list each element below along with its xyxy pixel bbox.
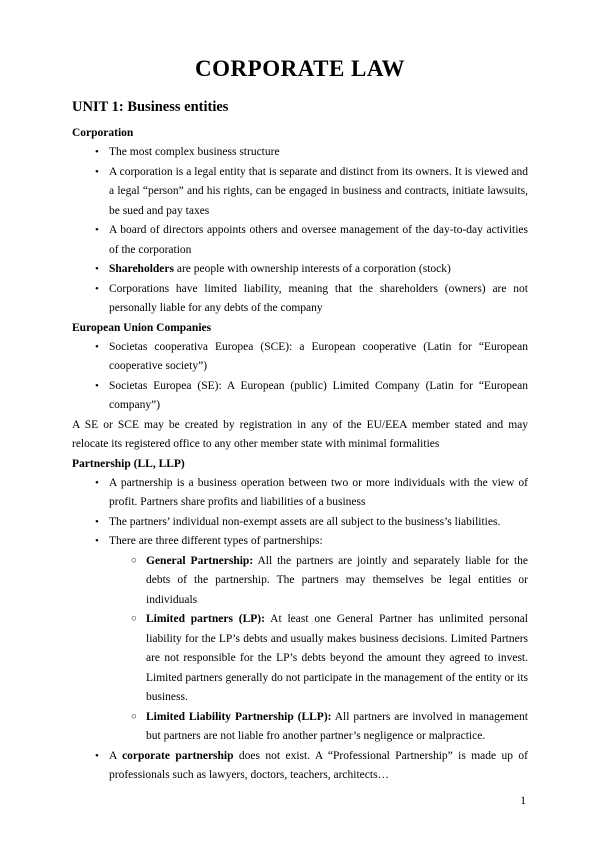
bold-run: General Partnership: [146,554,254,567]
text-run: does not exist. A “Professional Partnership” is made up of professionals such as lawyers, doctors, teachers, architects… [109,749,528,781]
sub-bullet-icon: ○ [131,614,137,624]
list-item [72,221,528,260]
list-item-text [146,552,528,611]
list-item-text [109,260,528,280]
list-item [72,143,528,163]
bullet-icon: • [95,340,99,353]
bullet-icon: • [95,146,99,158]
sub-list-item [72,610,528,708]
list-item [72,747,528,786]
section-heading-eu-companies: European Union Companies [72,321,212,334]
paragraph-se-sce: A SE or SCE may be created by registration in any of the EU/EEA member stated and may relocate its registered office to any other member state with minimal formalities [72,418,528,450]
bullet-icon: • [95,515,99,528]
list-item-text [146,708,528,747]
document-title: CORPORATE LAW [195,56,405,81]
unit-heading: UNIT 1: Business entities [72,99,229,115]
list-item-text [146,610,528,708]
list-item [72,260,528,280]
section-heading-partnership: Partnership (LL, LLP) [72,457,185,470]
text-run: A [109,749,123,762]
list-item-text: A corporation is a legal entity that is separate and distinct from its owners. It is viewed and a legal “person” and his rights, can be engaged in business and contracts, initiate lawsuits, be sued and pay taxes [109,165,528,217]
sub-bullet-icon: ○ [131,555,137,566]
bullet-icon: • [95,224,99,236]
bullet-icon: • [95,535,99,547]
list-item [72,280,528,319]
text-run: are people with ownership interests of a corporation (stock) [173,263,451,275]
list-item-text: Corporations have limited liability, meaning that the shareholders (owners) are not personally liable for any debts of the company [109,282,528,314]
text-run: All partners are involved in management but partners are not liable fro another partner’s negligence or malpractice. [146,710,528,742]
page-number: 1 [520,795,526,807]
list-item [72,377,528,416]
sub-list-item [72,552,528,611]
bold-run: Limited partners (LP): [146,613,265,625]
list-item [72,338,528,377]
list-item [72,532,528,552]
bullet-icon: • [95,749,99,762]
bullet-icon: • [95,476,99,489]
list-item-text: Societas Europea (SE): A European (public) Limited Company (Latin for “European company”) [109,379,528,411]
bullet-icon: • [95,165,99,178]
text-run: All the partners are jointly and separately liable for the debts of the partnership. The partners may themselves be legal entities or individuals [146,554,529,606]
sub-bullet-icon: ○ [131,711,137,722]
list-item-text: The partners’ individual non-exempt assets are all subject to the business’s liabilities. [109,515,501,528]
section-heading-corporation: Corporation [72,127,134,139]
list-item-text [109,747,528,786]
bullet-icon: • [95,282,99,295]
bullet-icon: • [95,263,99,275]
bold-run: Shareholders [109,263,174,275]
list-item-text: A partnership is a business operation between two or more individuals with the view of profit. Partners share profits and liabilities of a business [109,476,528,508]
bold-run: Limited Liability Partnership (LLP): [146,710,332,723]
sub-list-item [72,708,528,747]
list-item-text: There are three different types of partnerships: [109,535,323,547]
list-item-text: A board of directors appoints others and oversee management of the day-to-day activities of the corporation [109,224,528,256]
bullet-icon: • [95,379,99,392]
bold-run: corporate partnership [122,749,234,762]
list-item [72,474,528,513]
text-run: At least one General Partner has unlimited personal liability for the LP’s debts and usually makes business decisions. Limited Partners are not responsible for the LP’s debts beyond the amount they agreed to invest. Limited partners generally do not participate in the management of the entity or its business. [146,613,528,703]
list-item [72,163,528,222]
list-item [72,513,528,533]
list-item-text: The most complex business structure [109,146,280,158]
list-item-text: Societas cooperativa Europea (SCE): a European cooperative (Latin for “European cooperative society”) [109,340,528,372]
